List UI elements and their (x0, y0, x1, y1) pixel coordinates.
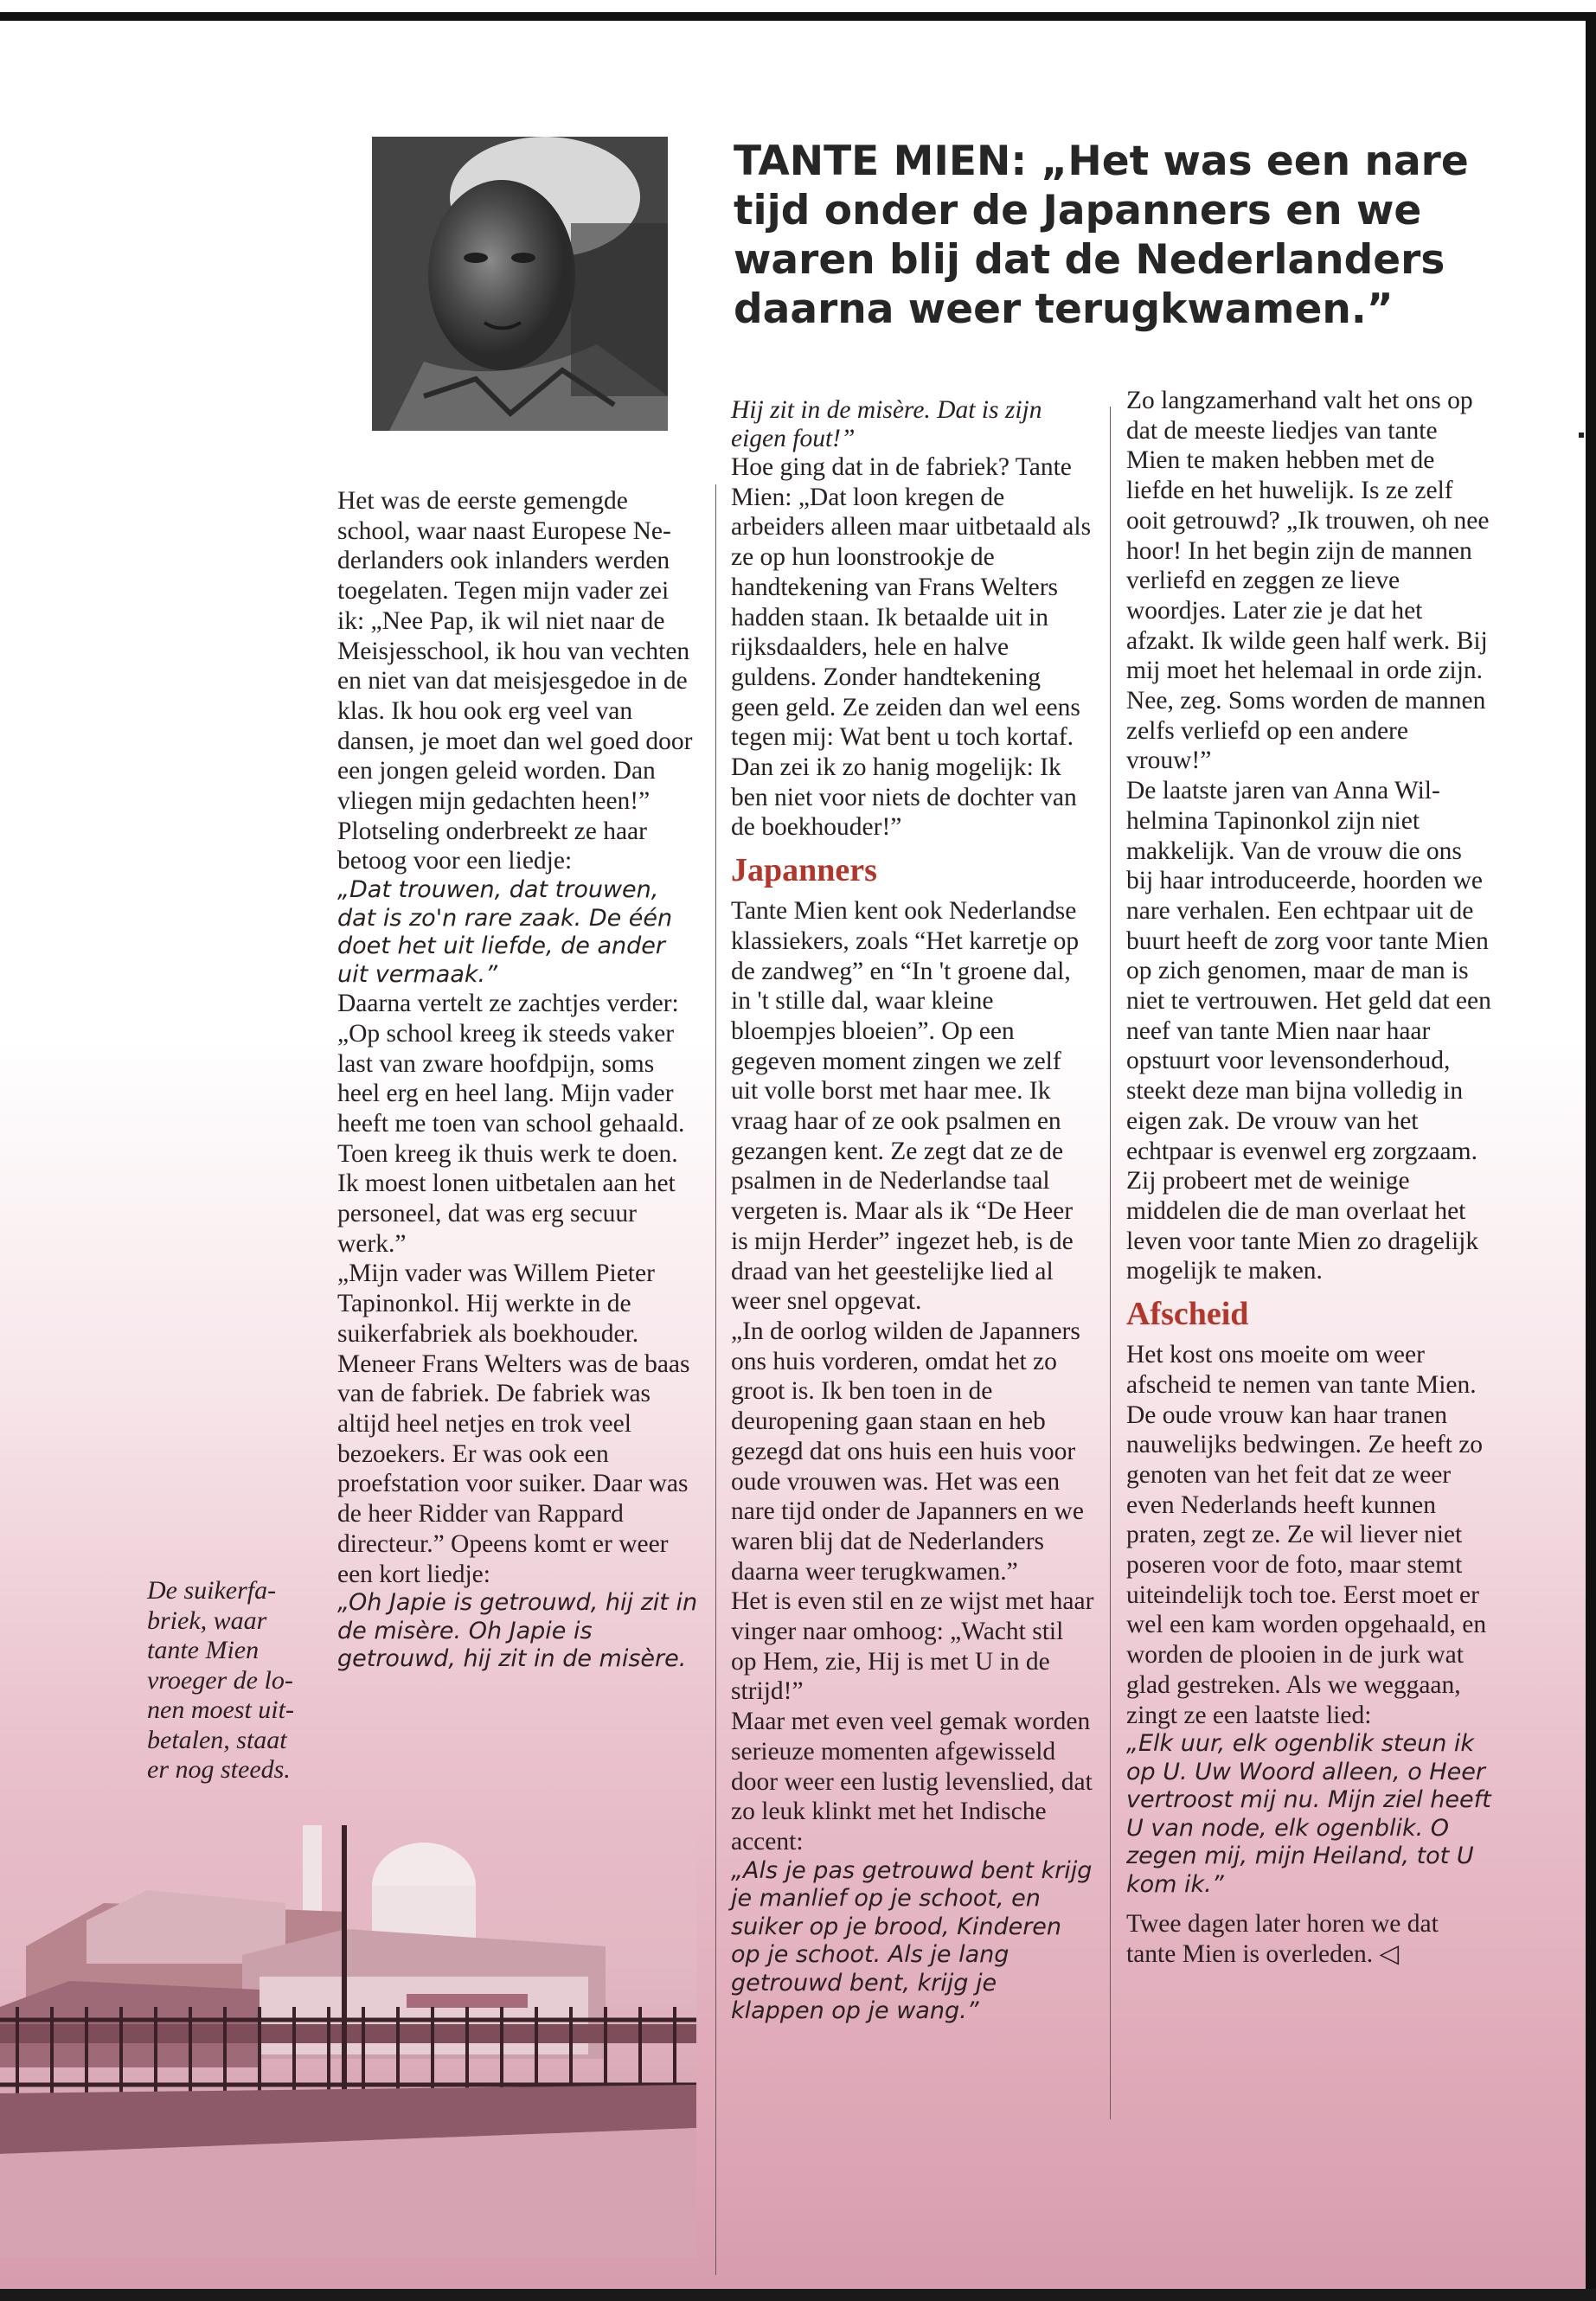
paragraph: „Mijn vader was Willem Pieter Tapinonkol. Hij werkte in de suikerfabriek als boekhouder. Meneer Frans Welters was de baas van de fabriek. De fabriek was altijd heel netjes en trok veel bezoekers. Er was ook een proefstation voor suiker. Daar was de heer Ridder van Rappard directeur.” Opeens komt er weer een kort liedje: (337, 1259, 690, 1588)
text-column-left (337, 486, 701, 1674)
paragraph: „Op school kreeg ik steeds vaker last van zware hoofdpijn, soms heel erg en heel lang. Mijn vader heeft me toen van school gehaald. Toen kreeg ik thuis werk te doen. Ik moest lonen uitbetalen aan het personeel, dat was erg secuur werk.” (337, 1019, 685, 1258)
text-column-middle (731, 396, 1094, 2026)
section-heading: Afscheid (1126, 1296, 1249, 1333)
paragraph: Maar met even veel gemak worden serieuze momenten afgewisseld door weer een lustig levenslied, dat zo leuk klinkt met het Indische accent: (731, 1708, 1093, 1856)
paragraph: „In de oorlog wilden de Japanners ons huis vorderen, omdat het zo groot is. Ik ben toen in de deuropening gaan staan en heb gezegd dat ons huis een huis voor oude vrouwen was. Het was een nare tijd onder de Japanners en we waren blij dat de Nederlanders daarna weer terugkwamen.” (731, 1317, 1084, 1586)
factory-photo (0, 1808, 696, 2258)
closing-paragraph: Twee dagen later horen we dat tante Mien is overleden. ◁ (1126, 1910, 1439, 1968)
song-lyrics: „Dat trouwen, dat trouwen, dat is zo'n rare zaak. De één doet het uit liefde, de ander uit vermaak.” (337, 876, 673, 988)
section-heading: Japanners (731, 852, 877, 889)
margin-mark (1579, 433, 1584, 438)
paragraph: Het is even stil en ze wijst met haar vinger naar omhoog: „Wacht stil op Hem, zie, Hij is met U in de strijd!” (731, 1587, 1094, 1706)
paragraph: Tante Mien kent ook Nederlandse klassiekers, zoals “Het karretje op de zandweg” en “In 't groene dal, in 't stille dal, waar kleine bloempjes bloeien”. Op een gegeven moment zingen we zelf uit volle borst met haar mee. Ik vraag haar of ze ook psalmen en gezangen kent. Ze zegt dat ze de psalmen in de Nederlandse taal vergeten is. Maar als ik “De Heer is mijn Herder” ingezet heb, is de draad van het geestelijke lied al weer snel opgevat. (731, 897, 1080, 1316)
bottom-border (0, 2289, 1596, 2301)
top-border (0, 12, 1596, 21)
paragraph: Daarna vertelt ze zachtjes verder: (337, 990, 679, 1018)
song-lyrics: „Als je pas getrouwd bent krijg je manlief op je schoot, en suiker op je brood, Kinderen op je schoot. Als je lang getrouwd bent, krijg je klappen op je wang.” (731, 1856, 1093, 2025)
article-headline: TANTE MIEN: „Het was een nare tijd onder de Japanners en we waren blij dat de Nederlanders daarna weer terugkwamen.” (734, 138, 1469, 333)
portrait-photo (372, 137, 668, 431)
paragraph: Het kost ons moeite om weer afscheid te nemen van tante Mien. De oude vrouw kan haar tranen nauwelijks bedwingen. Ze heeft zo genoten van het feit dat ze weer even Nederlands heeft kunnen praten, zegt ze. Ze wil liever niet poseren voor de foto, maar stemt uiteindelijk toch toe. Eerst moet er wel een kam worden opgehaald, en worden de plooien in de jurk wat glad gestreken. Als we weggaan, zingt ze een laatste lied: (1126, 1341, 1487, 1729)
text-column-right (1126, 386, 1494, 1970)
column-divider (715, 484, 716, 2275)
right-border (1586, 12, 1596, 2301)
song-lyrics: „Oh Japie is getrouwd, hij zit in de misère. Oh Japie is getrouwd, hij zit in de misère. (337, 1589, 698, 1673)
paragraph: Hoe ging dat in de fabriek? Tante Mien: „Dat loon kregen de arbeiders alleen maar uitbetaald als ze op hun loonstrookje de handtekening van Frans Welters hadden staan. Ik betaalde uit in rijksdaalders, hele en halve guldens. Zonder handtekening geen geld. Ze zeiden dan wel eens tegen mij: Wat bent u toch kortaf. Dan zei ik zo hanig mogelijk: Ik ben niet voor niets de dochter van de boekhouder!” (731, 453, 1092, 842)
photo-caption: De suikerfabriek, waar tante Mien vroeger de lonen moest uitbetalen, staat er nog steeds. (147, 1576, 294, 1784)
paragraph: De laatste jaren van Anna Wilhelmina Tapinonkol zijn niet makkelijk. Van de vrouw die ons bij haar introduceerde, hoorden we nare verhalen. Een echtpaar uit de buurt heeft de zorg voor tante Mien op zich genomen, maar de man is niet te vertrouwen. Het geld dat een neef van tante Mien naar haar opstuurt voor levensonderhoud, steekt deze man bijna volledig in eigen zak. De vrouw van het echtpaar is evenwel erg zorgzaam. Zij probeert met de weinige middelen die de man overlaat het leven voor tante Mien zo dragelijk mogelijk te maken. (1126, 777, 1491, 1285)
song-lyrics: Hij zit in de misère. Dat is zijn eigen fout!” (731, 396, 1042, 452)
paragraph: Zo langzamerhand valt het ons op dat de meeste liedjes van tante Mien te maken hebben met de liefde en het huwelijk. Is ze zelf ooit getrouwd? „Ik trouwen, oh nee hoor! In het begin zijn de mannen verliefd en zeggen ze lieve woordjes. Later zie je dat het afzakt. Ik wilde geen half werk. Bij mij moet het helemaal in orde zijn. Nee, zeg. Soms worden de mannen zelfs verliefd op een andere vrouw!” (1126, 387, 1490, 775)
song-lyrics: „Elk uur, elk ogenblik steun ik op U. Uw Woord alleen, o Heer vertroost mij nu. Mijn ziel heeft U van node, elk ogenblik. O zegen mij, mijn Heiland, tot U kom ik.” (1126, 1730, 1491, 1898)
paragraph: Het was de eerste gemengde school, waar naast Europese Nederlanders ook inlanders werden toegelaten. Tegen mijn vader zei ik: „Nee Pap, ik wil niet naar de Meisjesschool, ik hou van vechten en niet van dat meisjesgedoe in de klas. Ik hou ook erg veel van dansen, je moet dan wel goed door een jongen geleid worden. Dan vliegen mijn gedachten heen!” Plotseling onderbreekt ze haar betoog voor een liedje: (337, 487, 693, 875)
column-divider (1110, 407, 1111, 2119)
